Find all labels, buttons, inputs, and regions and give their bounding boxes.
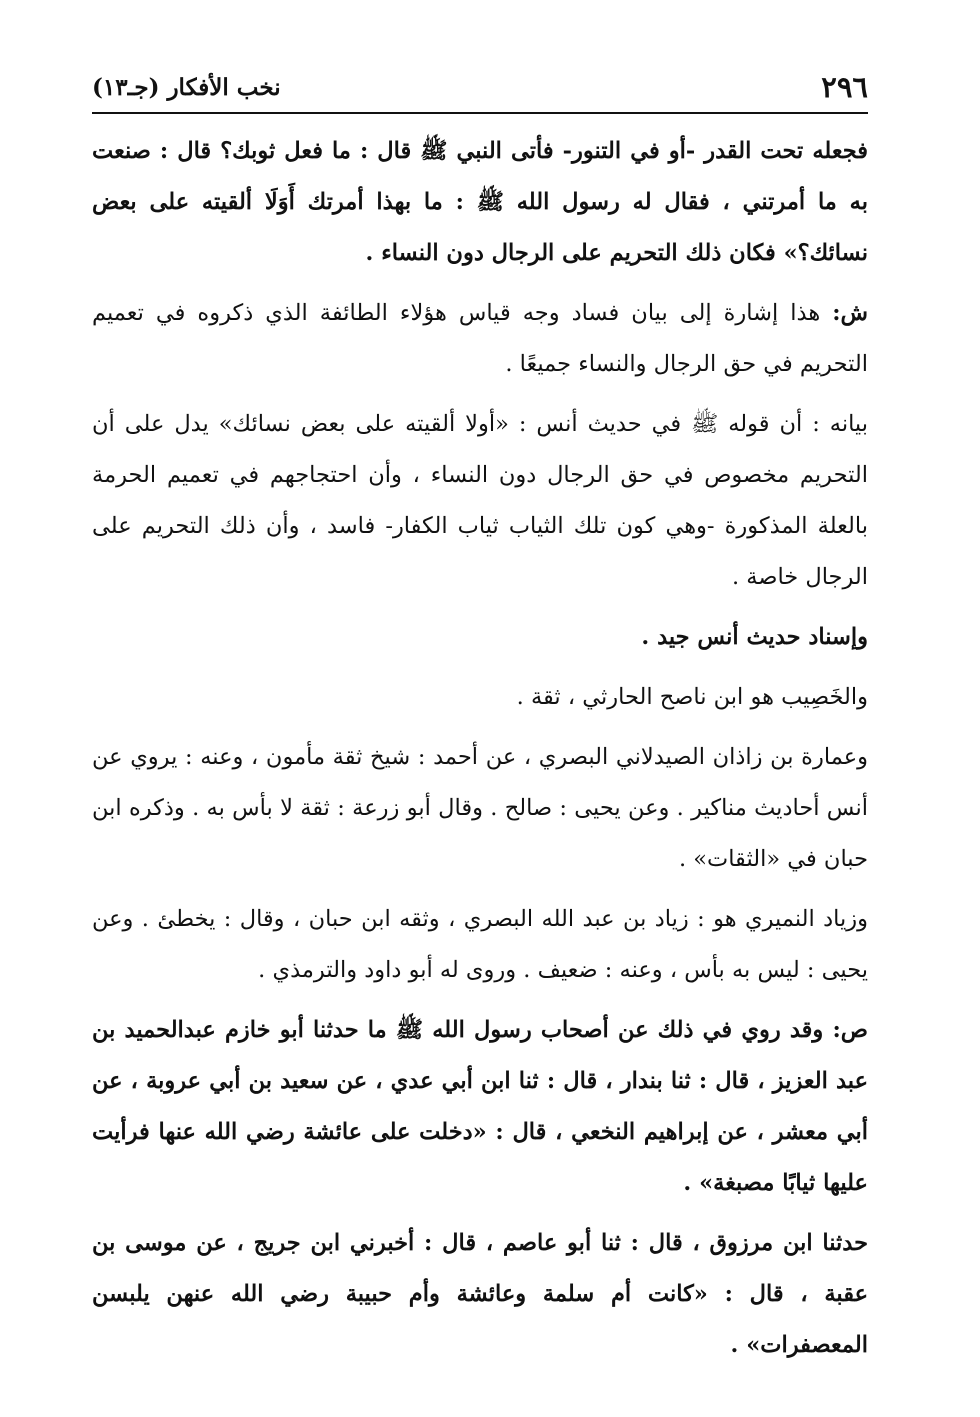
paragraph-text: وعمارة بن زاذان الصيدلاني البصري ، عن أحمد : شيخ ثقة مأمون ، وعنه : يروي عن أنس أحاديث مناكير . وعن يحيى : صالح . وقال أبو زرعة : ثقة لا بأس به . وذكره ابن حبان في «الثقات» . xyxy=(92,744,868,872)
running-title: نخب الأفكار (جـ١٣) xyxy=(92,73,281,101)
paragraph xyxy=(92,672,868,723)
paragraph xyxy=(92,1218,868,1371)
page-body xyxy=(92,126,868,1380)
paragraph xyxy=(92,612,868,663)
paragraph-text: بيانه : أن قوله ﷺ في حديث أنس : «أولا ألقيته على بعض نسائك» يدل على أن التحريم مخصوص في حق الرجال دون النساء ، وأن احتجاجهم في تعميم الحرمة بالعلة المذكورة -وهي كون تلك الثياب ثياب الكفار- فاسد ، وأن ذلك التحريم على الرجال خاصة . xyxy=(92,411,868,590)
text-marker: ص: xyxy=(832,1017,868,1043)
paragraph-text: حدثنا ابن مرزوق ، قال : ثنا أبو عاصم ، قال : أخبرني ابن جريج ، عن موسى بن عقبة ، قال : «كانت أم سلمة وعائشة وأم حبيبة رضي الله عنهن يلبسن المعصفرات» . xyxy=(92,1230,868,1358)
page-number: ٢٩٦ xyxy=(821,70,868,104)
paragraph-text: هذا إشارة إلى بيان فساد وجه قياس هؤلاء الطائفة الذي ذكروه في تعميم التحريم في حق الرجال والنساء جميعًا . xyxy=(92,300,868,377)
paragraph-text: وزياد النميري هو : زياد بن عبد الله البصري ، وثقه ابن حبان ، وقال : يخطئ . وعن يحيى : ليس به بأس ، وعنه : ضعيف . وروى له أبو داود والترمذي . xyxy=(92,906,868,983)
paragraph-text: والخَصِيب هو ابن ناصح الحارثي ، ثقة . xyxy=(516,684,868,710)
paragraph-text: وقد روي في ذلك عن أصحاب رسول الله ﷺ ما حدثنا أبو خازم عبدالحميد بن عبد العزيز ، قال : ثنا بندار ، قال : ثنا ابن أبي عدي ، عن سعيد بن أبي عروبة ، عن أبي معشر ، عن إبراهيم النخعي ، قال : «دخلت على عائشة رضي الله عنها فرأيت عليها ثيابًا مصبغة» . xyxy=(92,1017,868,1196)
paragraph xyxy=(92,732,868,885)
paragraph xyxy=(92,399,868,603)
paragraph xyxy=(92,1005,868,1209)
paragraph-text: وإسناد حديث أنس جيد . xyxy=(641,624,868,650)
page-header xyxy=(92,62,868,114)
paragraph xyxy=(92,894,868,996)
paragraph xyxy=(92,126,868,279)
paragraph-text: فجعله تحت القدر -أو في التنور- فأتى النبي ﷺ قال : ما فعل ثوبك؟ قال : صنعت به ما أمرتني ، فقال له رسول الله ﷺ : ما بهذا أمرتك أَوَلَا ألقيته على بعض نسائك؟» فكان ذلك التحريم على الرجال دون النساء . xyxy=(92,138,868,266)
paragraph xyxy=(92,288,868,390)
commentary-marker: ش: xyxy=(832,300,868,326)
